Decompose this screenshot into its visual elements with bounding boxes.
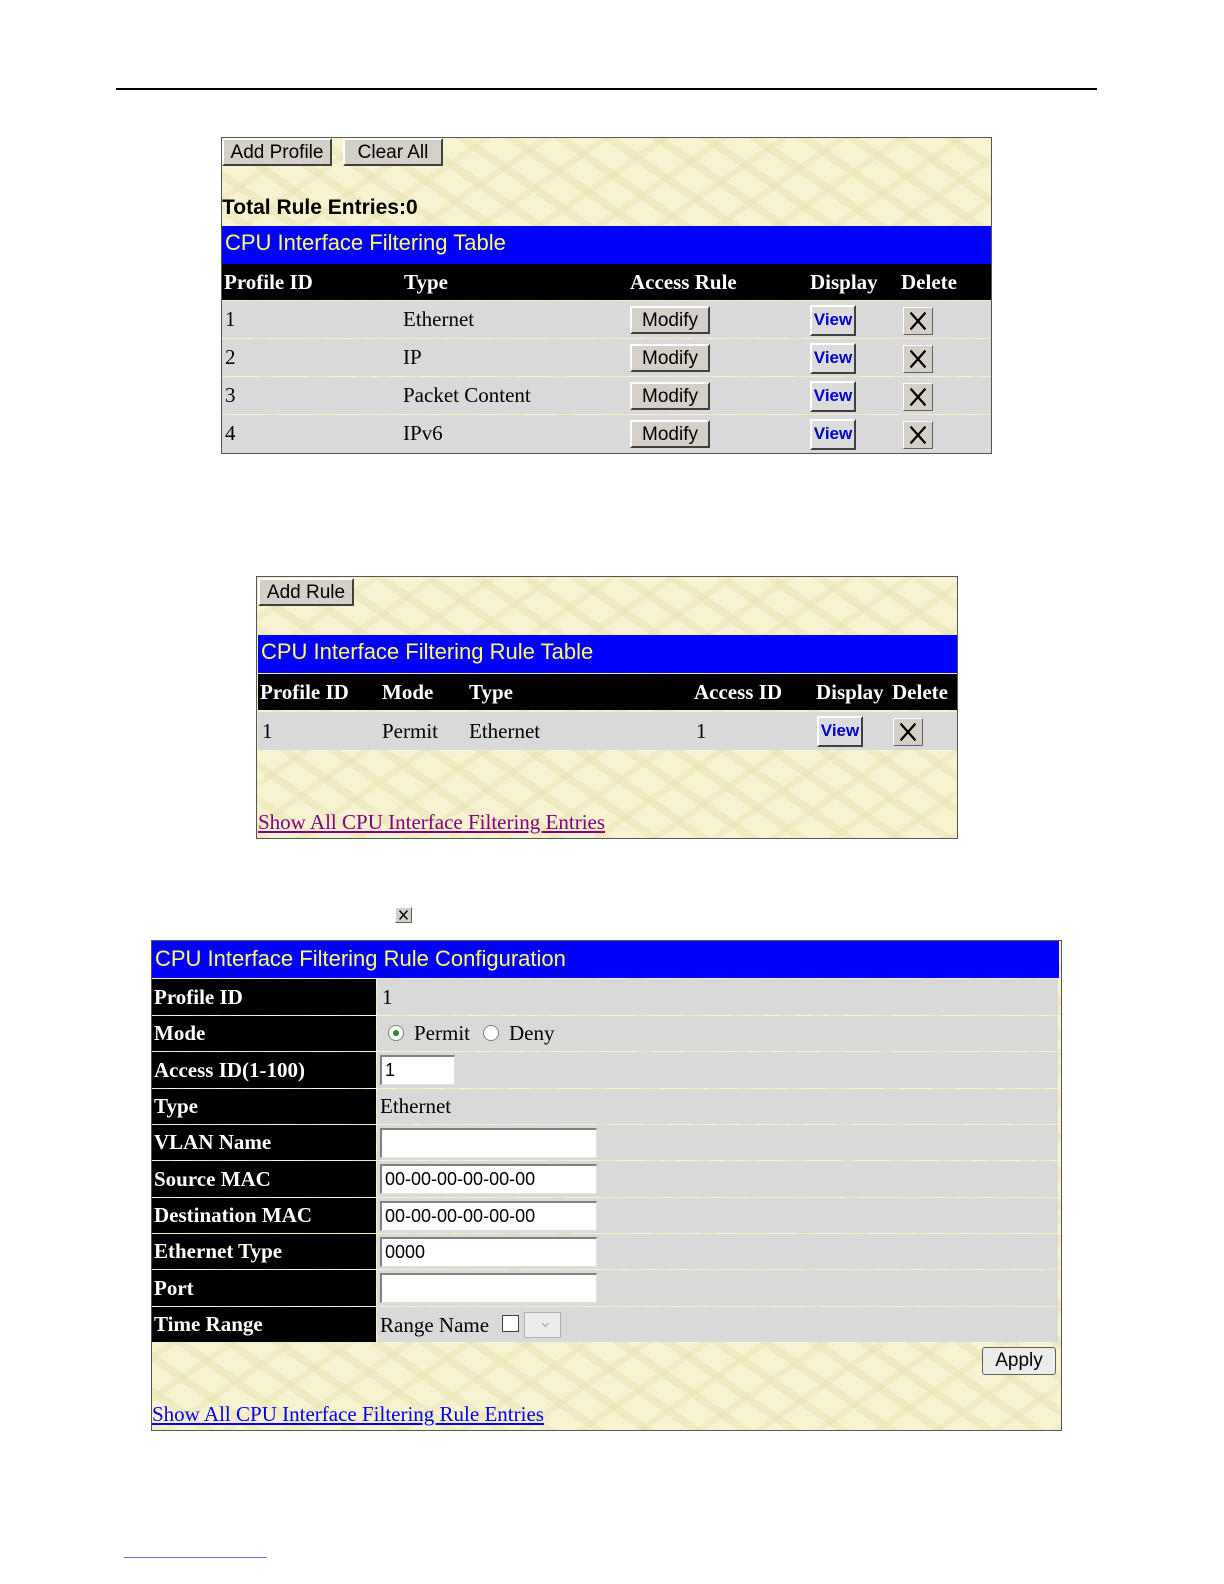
access-id-cell: [377, 1052, 1058, 1088]
table-row: [222, 301, 991, 338]
source-mac-cell: [377, 1161, 1058, 1197]
table-row: [222, 415, 991, 453]
time-range-cell: [377, 1307, 1058, 1342]
col-type: Type: [404, 270, 448, 294]
col-profile-id: Profile ID: [260, 680, 349, 704]
delete-icon[interactable]: [903, 383, 933, 411]
mode-deny-label: Deny: [509, 1021, 555, 1045]
rule-table-panel: [256, 576, 958, 839]
page-top-rule: [116, 88, 1097, 90]
row-type: IPv6: [403, 421, 443, 445]
port-input[interactable]: [380, 1273, 597, 1303]
modify-button[interactable]: Modify: [630, 420, 710, 448]
range-name-select[interactable]: [524, 1312, 561, 1338]
row-profile-id: 1: [225, 307, 236, 331]
page-bottom-rule: [124, 1557, 267, 1558]
col-access-id: Access ID: [694, 680, 783, 704]
profile-id-cell: [377, 979, 1058, 1015]
type-value: Ethernet: [380, 1094, 452, 1118]
access-id-label: Access ID(1-100): [152, 1052, 376, 1088]
col-profile-id: Profile ID: [224, 270, 313, 294]
show-all-entries-link[interactable]: Show All CPU Interface Filtering Entries: [258, 810, 606, 834]
rule-config-title: CPU Interface Filtering Rule Configuration: [152, 941, 1059, 978]
show-all-rule-entries-link[interactable]: Show All CPU Interface Filtering Rule Entries: [152, 1402, 544, 1426]
destination-mac-label: Destination MAC: [152, 1198, 376, 1233]
profile-table-panel: [221, 137, 992, 454]
ethernet-type-input[interactable]: 0000: [380, 1237, 597, 1267]
add-profile-button[interactable]: Add Profile: [222, 138, 332, 166]
delete-icon[interactable]: [903, 421, 933, 449]
type-cell: [377, 1089, 1058, 1124]
access-id-input[interactable]: 1: [380, 1055, 455, 1085]
source-mac-label: Source MAC: [152, 1161, 376, 1197]
add-rule-button[interactable]: Add Rule: [258, 578, 354, 606]
ethernet-type-label: Ethernet Type: [152, 1234, 376, 1269]
destination-mac-input[interactable]: 00-00-00-00-00-00: [380, 1201, 597, 1231]
mode-permit-radio[interactable]: [388, 1025, 404, 1041]
row-profile-id: 2: [225, 345, 236, 369]
profile-id-label: Profile ID: [152, 979, 376, 1015]
col-delete: Delete: [901, 270, 957, 294]
ethernet-type-cell: [377, 1234, 1058, 1269]
row-type: Ethernet: [403, 307, 475, 331]
range-name-checkbox[interactable]: [502, 1315, 519, 1332]
port-cell: [377, 1270, 1058, 1306]
delete-icon[interactable]: [903, 307, 933, 335]
mode-label: Mode: [152, 1016, 376, 1051]
row-type: Ethernet: [469, 719, 541, 743]
view-button[interactable]: View: [810, 343, 856, 374]
table-row: [222, 377, 991, 414]
clear-all-button[interactable]: Clear All: [343, 138, 443, 166]
view-button[interactable]: View: [810, 305, 856, 336]
col-mode: Mode: [382, 680, 434, 704]
view-button[interactable]: View: [810, 419, 856, 450]
row-access-id: 1: [696, 719, 707, 743]
profile-id-value: 1: [382, 985, 393, 1009]
modify-button[interactable]: Modify: [630, 382, 710, 410]
row-type: Packet Content: [403, 383, 531, 407]
col-type: Type: [469, 680, 513, 704]
delete-icon[interactable]: [903, 345, 933, 373]
col-display: Display: [816, 680, 884, 704]
view-button[interactable]: View: [810, 381, 856, 412]
destination-mac-cell: [377, 1198, 1058, 1233]
row-profile-id: 1: [262, 719, 273, 743]
table-row: [222, 339, 991, 376]
col-display: Display: [810, 270, 878, 294]
rule-table-title: CPU Interface Filtering Rule Table: [258, 635, 957, 673]
delete-icon[interactable]: [893, 718, 923, 746]
row-profile-id: 4: [225, 421, 236, 445]
row-profile-id: 3: [225, 383, 236, 407]
vlan-name-label: VLAN Name: [152, 1125, 376, 1160]
view-button[interactable]: View: [817, 716, 863, 747]
apply-button[interactable]: Apply: [982, 1347, 1056, 1375]
col-delete: Delete: [892, 680, 948, 704]
rule-table-header: [258, 674, 957, 710]
chevron-down-icon: [525, 1313, 560, 1337]
profile-table-header: [222, 264, 991, 300]
port-label: Port: [152, 1270, 376, 1306]
vlan-name-input[interactable]: [380, 1128, 597, 1158]
mode-deny-radio[interactable]: [483, 1025, 499, 1041]
type-label: Type: [152, 1089, 376, 1124]
mode-cell: [377, 1016, 1058, 1051]
modify-button[interactable]: Modify: [630, 344, 710, 372]
mode-permit-label: Permit: [414, 1021, 470, 1045]
total-rule-entries: Total Rule Entries:0: [222, 196, 418, 219]
time-range-label: Time Range: [152, 1307, 376, 1342]
modify-button[interactable]: Modify: [630, 306, 710, 334]
vlan-name-cell: [377, 1125, 1058, 1160]
source-mac-input[interactable]: 00-00-00-00-00-00: [380, 1164, 597, 1194]
inline-delete-icon: [395, 907, 412, 923]
row-type: IP: [403, 345, 422, 369]
profile-table-title: CPU Interface Filtering Table: [222, 226, 991, 264]
col-access-rule: Access Rule: [630, 270, 737, 294]
row-mode: Permit: [382, 719, 438, 743]
range-name-label: Range Name: [380, 1313, 490, 1337]
